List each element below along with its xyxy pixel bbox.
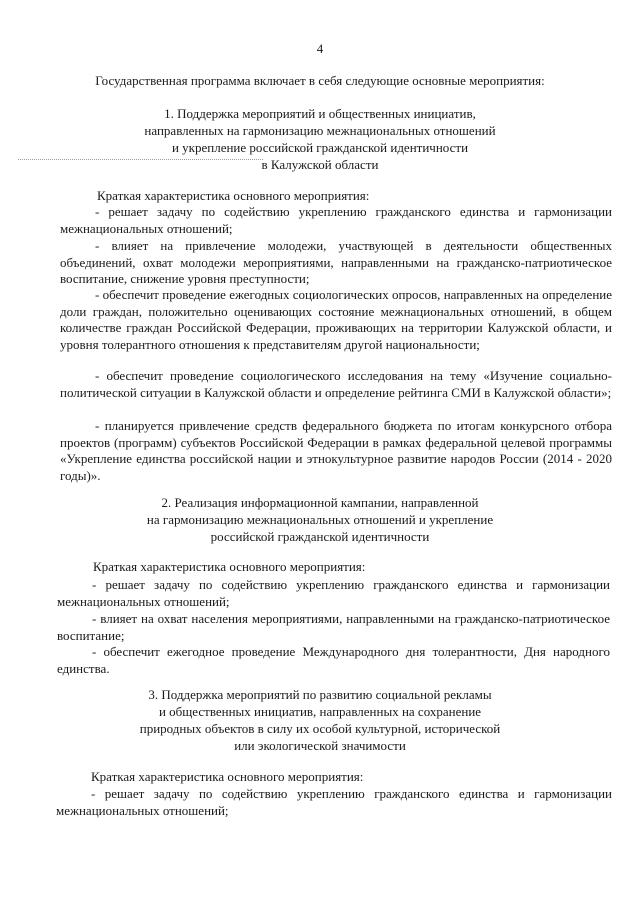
section-1-item: - обеспечит проведение социологического исследования на тему «Изучение социально-политической ситуации в Калужской области и определение рейтинга СМИ в Калужской области»; [60, 368, 612, 400]
heading-line: 3. Поддержка мероприятий по развитию социальной рекламы [148, 687, 492, 702]
section-1-heading [0, 105, 640, 173]
section-2-item: - обеспечит ежегодное проведение Международного дня толерантности, Дня народного единства. [57, 644, 610, 676]
section-2-item: - влияет на охват населения мероприятиями, направленными на гражданско-патриотическое воспитание; [57, 611, 610, 643]
section-1-item: - влияет на привлечение молодежи, участвующей в деятельности общественных объединений, охват молодежи мероприятиями, направленными на гражданско-патриотическое воспитание, снижение уровня преступности; [60, 238, 612, 287]
heading-line: направленных на гармонизацию межнациональных отношений [144, 123, 496, 138]
page-number: 4 [316, 41, 324, 56]
heading-line: в Калужской области [261, 157, 379, 172]
heading-line: российской гражданской идентичности [210, 529, 430, 544]
heading-line: на гармонизацию межнациональных отношений и укрепление [146, 512, 494, 527]
section-1-subheading: Краткая характеристика основного мероприятия: [97, 188, 370, 203]
section-3-heading [0, 686, 640, 754]
heading-line: и укрепление российской гражданской идентичности [171, 140, 469, 155]
heading-line: и общественных инициатив, направленных на сохранение [158, 704, 482, 719]
heading-line: природных объектов в силу их особой культурной, исторической [139, 721, 501, 736]
heading-line: 1. Поддержка мероприятий и общественных инициатив, [164, 106, 476, 121]
section-2-heading [0, 494, 640, 545]
section-1-item: - обеспечит проведение ежегодных социологических опросов, направленных на определение доли граждан, положительно оценивающих состояние межнациональных отношений, в общем количестве граждан Российской Федерации, проживающих на территории Калужской области, и уровня толерантного отношения к представителям другой национальности; [60, 287, 612, 352]
section-2-subheading: Краткая характеристика основного мероприятия: [93, 559, 366, 574]
section-1-item: - решает задачу по содействию укреплению гражданского единства и гармонизации межнациональных отношений; [60, 204, 612, 236]
scan-artifact-line [18, 159, 263, 160]
heading-line: или экологической значимости [234, 738, 406, 753]
heading-line: 2. Реализация информационной кампании, направленной [161, 495, 479, 510]
section-1-item: - планируется привлечение средств федерального бюджета по итогам конкурсного отбора проектов (программ) субъектов Российской Федерации в рамках федеральной целевой программы «Укрепление единства российской нации и этнокультурное развитие народов России (2014 - 2020 годы)». [60, 418, 612, 483]
section-3-item: - решает задачу по содействию укреплению гражданского единства и гармонизации межнациональных отношений; [56, 786, 612, 818]
intro-text: Государственная программа включает в себя следующие основные мероприятия: [95, 73, 545, 88]
section-3-subheading: Краткая характеристика основного мероприятия: [91, 769, 364, 784]
section-2-item: - решает задачу по содействию укреплению гражданского единства и гармонизации межнациональных отношений; [57, 577, 610, 609]
